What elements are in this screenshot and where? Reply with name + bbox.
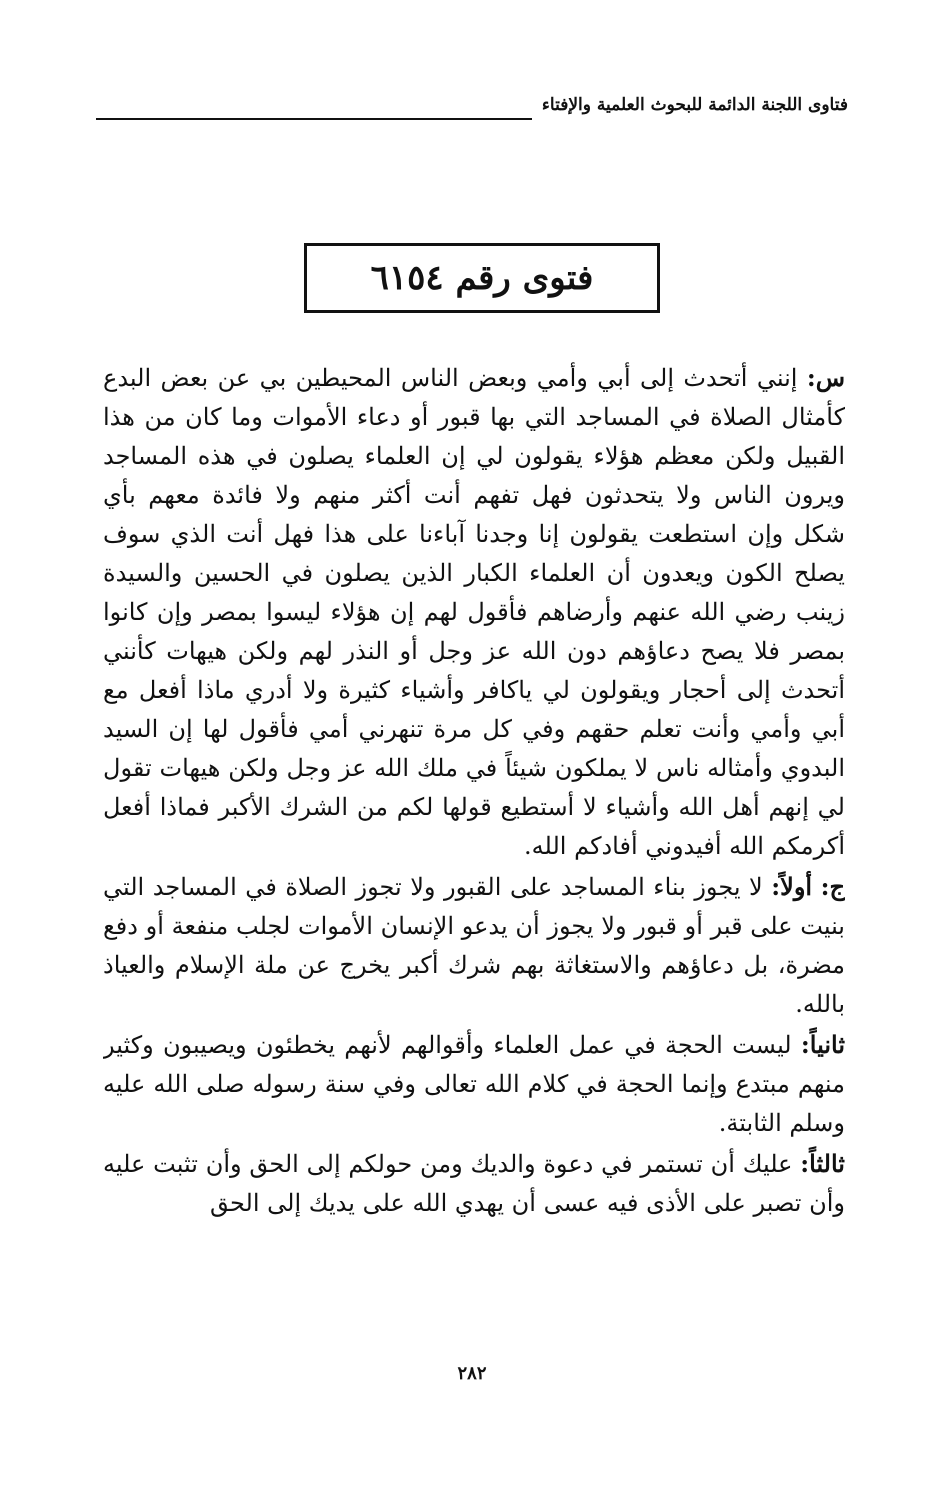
page-number: ٢٨٢: [457, 1363, 487, 1384]
fatwa-title-box: [304, 243, 660, 313]
third-point-label: ثالثاً:: [800, 1149, 845, 1178]
first-point-text: لا يجوز بناء المساجد على القبور ولا تجوز الصلاة في المساجد التي بنيت على قبر أو قبور ولا يجوز أن يدعو الإنسان الأموات لجلب منفعة أو دفع مضرة، بل دعاؤهم والاستغاثة بهم شرك أكبر يخرج عن ملة الإسلام والعياذ بالله.: [103, 873, 845, 1018]
question-text: إنني أتحدث إلى أبي وأمي وبعض الناس المحيطين بي عن بعض البدع كأمثال الصلاة في المساجد التي بها قبور أو دعاء الأموات وما كان من هذا القبيل ولكن معظم هؤلاء يقولون لي إن العلماء يصلون في هذه المساجد ويرون الناس ولا يتحدثون فهل تفهم أنت أكثر منهم ولا فائدة معهم بأي شكل وإن استطعت يقولون إنا وجدنا آباءنا على هذا فهل أنت الذي سوف يصلح الكون ويعدون أن العلماء الكبار الذين يصلون في الحسين والسيدة زينب رضي الله عنهم وأرضاهم فأقول لهم إن هؤلاء ليسوا بمصر وإن كانوا بمصر فلا يصح دعاؤهم دون الله عز وجل أو النذر لهم ولكن هيهات كأنني أتحدث إلى أحجار ويقولون لي ياكافر وأشياء كثيرة ولا أدري ماذا أفعل مع أبي وأمي وأنت تعلم حقهم وفي كل مرة تنهرني أمي فأقول لها إن السيد البدوي وأمثاله ناس لا يملكون شيئاً في ملك الله عز وجل ولكن هيهات تقول لي إنهم أهل الله وأشياء لا أستطيع قولها لكم من الشرك الأكبر فماذا أفعل أكرمكم الله أفيدوني أفادكم الله.: [103, 364, 845, 860]
first-point-label: أولاً:: [771, 872, 813, 901]
answer-second-paragraph: [103, 1025, 845, 1143]
question-label: س:: [806, 363, 845, 392]
fatwa-title: فتوى رقم ٦١٥٤: [370, 258, 594, 298]
second-point-label: ثانياً:: [800, 1030, 845, 1059]
answer-third-paragraph: [103, 1144, 845, 1223]
header-title: فتاوى اللجنة الدائمة للبحوث العلمية والإفتاء: [532, 95, 848, 120]
answer-first-paragraph: [103, 867, 845, 1024]
second-point-text: ليست الحجة في عمل العلماء وأقوالهم لأنهم يخطئون ويصيبون وكثير منهم مبتدع وإنما الحجة في كلام الله تعالى وفي سنة رسوله صلى الله عليه وسلم الثابتة.: [103, 1031, 845, 1137]
running-header: [96, 86, 848, 120]
question-paragraph: [103, 358, 845, 866]
document-body: [103, 358, 845, 1308]
answer-label: ج:: [820, 872, 845, 901]
third-point-text: عليك أن تستمر في دعوة والديك ومن حولكم إلى الحق وأن تثبت عليه وأن تصبر على الأذى فيه عسى أن يهدي الله على يديك إلى الحق: [103, 1150, 845, 1217]
